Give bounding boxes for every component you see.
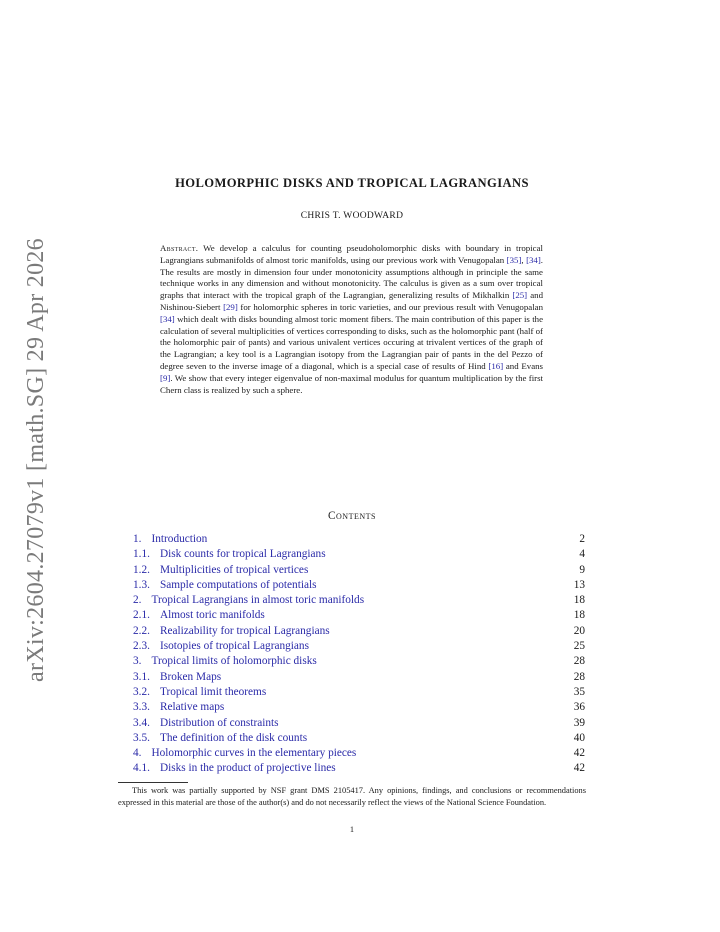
abstract-body: [160, 243, 543, 395]
toc-page-number: 40: [573, 731, 585, 744]
abstract: [160, 243, 543, 396]
toc-page-number: 18: [573, 594, 585, 607]
toc-section-number: 1.3.: [133, 578, 150, 591]
table-of-contents: [133, 532, 585, 777]
toc-row: [133, 731, 585, 746]
toc-row: [133, 608, 585, 623]
toc-page-number: 28: [573, 655, 585, 668]
toc-row: [133, 716, 585, 731]
citation-link[interactable]: [9]: [160, 372, 171, 383]
toc-section-title: Disks in the product of projective lines: [159, 762, 336, 775]
toc-section-title: Tropical limit theorems: [159, 685, 267, 698]
toc-entry-link[interactable]: [133, 761, 336, 776]
toc-section-title: Disk counts for tropical Lagrangians: [159, 548, 326, 561]
toc-row: [133, 654, 585, 669]
abstract-text: We develop a calculus for counting pseudoholomorphic disks with boundary in tropical Lagrangians submanifolds of almost toric manifolds, using our previous work with Venugopalan: [160, 243, 543, 265]
toc-entry-link[interactable]: [133, 563, 308, 578]
toc-section-title: Isotopies of tropical Lagrangians: [159, 640, 309, 653]
toc-row: [133, 563, 585, 578]
toc-section-title: Relative maps: [159, 701, 225, 714]
toc-row: [133, 761, 585, 776]
toc-page-number: 18: [573, 609, 585, 622]
abstract-text: for holomorphic spheres in toric varieties, and our previous result with Venugopalan: [237, 301, 543, 312]
toc-page-number: 4: [579, 548, 585, 561]
toc-entry-link[interactable]: [133, 654, 317, 669]
toc-row: [133, 670, 585, 685]
arxiv-stamp-text: arXiv:2604.27079v1 [math.SG] 29 Apr 2026: [23, 238, 49, 682]
toc-row: [133, 593, 585, 608]
abstract-label: Abstract.: [160, 243, 199, 253]
abstract-text: . The results are mostly in dimension four under monotonicity assumptions although in principle the same technique works in any dimension and without monotonicity. The calculus is given as a sum over tropical graphs that interact with the tropical graph of the Lagrangian, generalizing results of Mikhalkin: [160, 254, 544, 301]
abstract-text: which dealt with disks bounding almost toric moment fibers. The main contribution of this paper is the calculation of several multiplicities of vertices corresponding to disks, such as the holomorphic pant (half of the holomorphic pair of pants) and various univalent vertices occuring at trivalent vertices of the graph of the Lagrangian; a key tool is a Lagrangian isotopy from the Lagrangian pair of pants in the del Pezzo of degree seven to the inverse image of a diagonal, which is a special case of results of Hind: [160, 313, 543, 371]
footnote-divider: [118, 782, 188, 783]
toc-section-title: Holomorphic curves in the elementary pieces: [151, 747, 357, 760]
page-number: 1: [349, 825, 355, 834]
toc-row: [133, 639, 585, 654]
citation-link[interactable]: [34]: [160, 313, 175, 324]
paper-title: HOLOMORPHIC DISKS AND TROPICAL LAGRANGIANS: [175, 176, 529, 190]
toc-section-title: Multiplicities of tropical vertices: [159, 563, 309, 576]
toc-entry-link[interactable]: [133, 624, 330, 639]
toc-row: [133, 624, 585, 639]
author-name: CHRIS T. WOODWARD: [300, 211, 404, 221]
abstract-text: . We show that every integer eigenvalue of non-maximal modulus for quantum multiplication by the first Chern class is realized by such a sphere.: [160, 372, 543, 395]
toc-section-title: Almost toric manifolds: [159, 609, 265, 622]
toc-entry-link[interactable]: [133, 532, 207, 547]
toc-section-number: 3.2.: [133, 685, 150, 698]
toc-entry-link[interactable]: [133, 685, 266, 700]
toc-entry-link[interactable]: [133, 700, 224, 715]
toc-entry-link[interactable]: [133, 547, 326, 562]
toc-page-number: 42: [573, 747, 585, 760]
toc-section-title: Distribution of constraints: [159, 716, 279, 729]
toc-page-number: 13: [573, 578, 585, 591]
citation-link[interactable]: [29]: [223, 301, 238, 312]
abstract-text: ,: [521, 254, 527, 265]
toc-section-number: 2.3.: [133, 640, 150, 653]
toc-section-title: Tropical Lagrangians in almost toric manifolds: [151, 594, 365, 607]
citation-link[interactable]: [25]: [512, 290, 528, 301]
toc-section-number: 3.4.: [133, 716, 150, 729]
toc-section-number: 3.5.: [133, 731, 150, 744]
toc-section-title: Sample computations of potentials: [159, 578, 317, 591]
toc-section-title: Introduction: [151, 533, 208, 545]
abstract-text: and Nishinou-Siebert: [160, 290, 543, 312]
toc-row: [133, 578, 585, 593]
toc-section-title: Tropical limits of holomorphic disks: [151, 655, 317, 668]
citation-link[interactable]: [35]: [506, 254, 522, 265]
toc-page-number: 2: [579, 533, 585, 545]
toc-section-number: 1.2.: [133, 563, 150, 576]
toc-row: [133, 532, 585, 547]
toc-page-number: 39: [573, 716, 585, 729]
toc-section-title: Broken Maps: [159, 670, 222, 683]
toc-entry-link[interactable]: [133, 731, 307, 746]
toc-row: [133, 700, 585, 715]
toc-section-number: 2.1.: [133, 609, 150, 622]
toc-page-number: 42: [573, 762, 585, 775]
toc-entry-link[interactable]: [133, 593, 364, 608]
toc-page-number: 36: [573, 701, 585, 714]
toc-page-number: 35: [573, 685, 585, 698]
toc-row: [133, 746, 585, 761]
toc-section-number: 4.: [133, 747, 142, 760]
toc-page-number: 25: [573, 640, 585, 653]
citation-link[interactable]: [34]: [526, 254, 541, 265]
toc-section-title: Realizability for tropical Lagrangians: [159, 624, 330, 637]
toc-section-number: 2.: [133, 594, 142, 607]
funding-footnote: This work was partially supported by NSF grant DMS 2105417. Any opinions, findings, and conclusions or recommendations expressed in this material are those of the author(s) and do not necessarily reflect the views of the National Science Foundation.: [118, 786, 586, 807]
toc-entry-link[interactable]: [133, 670, 221, 685]
toc-entry-link[interactable]: [133, 639, 309, 654]
citation-link[interactable]: [16]: [488, 360, 504, 371]
toc-section-number: 1.1.: [133, 548, 150, 561]
toc-section-number: 4.1.: [133, 762, 150, 775]
toc-row: [133, 685, 585, 700]
toc-entry-link[interactable]: [133, 608, 265, 623]
toc-entry-link[interactable]: [133, 578, 317, 593]
toc-entry-link[interactable]: [133, 716, 279, 731]
toc-section-number: 3.3.: [133, 701, 150, 714]
toc-page-number: 28: [573, 670, 585, 683]
toc-section-title: The definition of the disk counts: [159, 731, 308, 744]
toc-entry-link[interactable]: [133, 746, 356, 761]
contents-heading: Contents: [328, 510, 376, 522]
toc-page-number: 20: [573, 624, 585, 637]
abstract-text: and Evans: [503, 360, 543, 371]
toc-section-number: 3.: [133, 655, 142, 668]
toc-page-number: 9: [579, 563, 585, 576]
toc-section-number: 1.: [133, 533, 142, 545]
toc-row: [133, 547, 585, 562]
toc-section-number: 2.2.: [133, 624, 150, 637]
toc-section-number: 3.1.: [133, 670, 150, 683]
